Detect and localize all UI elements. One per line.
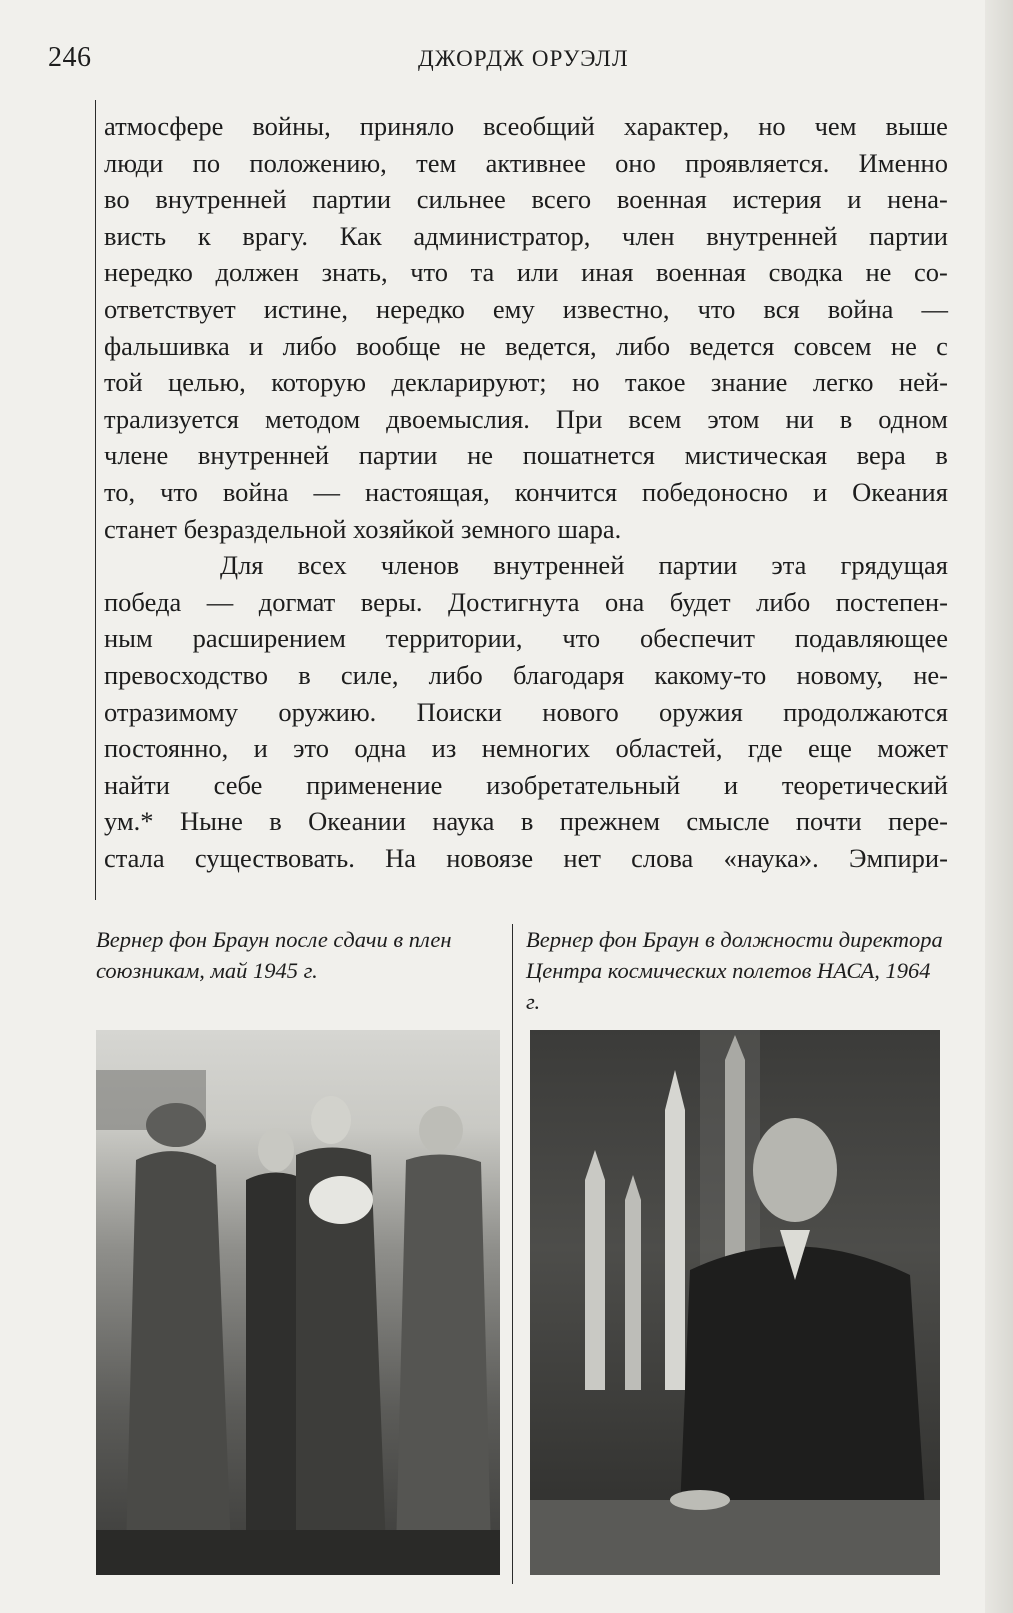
page-header: [48, 42, 953, 82]
caption-left: Вернер фон Браун после сдачи в плен союзникам, май 1945 г.: [96, 927, 452, 983]
text-line: трализуется методом двоемыслия. При всем этом ни в одном: [104, 403, 948, 434]
text-line: висть к врагу. Как администратор, член внутренней партии: [104, 220, 948, 251]
text-line: ответствует истине, нередко ему известно, что вся война —: [104, 293, 948, 324]
text-line: найти себе применение изобретательный и теоретический: [104, 769, 948, 800]
body-text: [104, 108, 948, 876]
text-line: атмосфере войны, приняло всеобщий характер, но чем выше: [104, 111, 948, 141]
photo-right-illustration: [530, 1030, 940, 1575]
photo-left-illustration: [96, 1030, 500, 1575]
text-line: победа — догмат веры. Достигнута она будет либо постепен-: [104, 586, 948, 617]
text-line: той целью, которую декларируют; но такое знание легко ней-: [104, 367, 948, 398]
paragraph-2: [104, 547, 948, 876]
text-line: постоянно, и это одна из немногих областей, где еще может: [104, 733, 948, 764]
text-line: отразимому оружию. Поиски нового оружия продолжаются: [104, 696, 948, 727]
text-line: члене внутренней партии не пошатнется мистическая вера в: [104, 440, 948, 471]
photo-von-braun-surrender: [96, 1030, 500, 1575]
column-divider: [512, 924, 513, 1584]
text-line: ум.* Ныне в Океании наука в прежнем смысле почти пере-: [104, 806, 948, 837]
text-line: фальшивка и либо вообще не ведется, либо ведется совсем не с: [104, 330, 948, 361]
photo-captions: [96, 924, 942, 1024]
text-line: то, что война — настоящая, кончится победоносно и Океания: [104, 476, 948, 507]
photo-von-braun-nasa: [530, 1030, 940, 1575]
text-line: во внутренней партии сильнее всего военная истерия и нена-: [104, 184, 948, 215]
text-line: нередко должен знать, что та или иная военная сводка не со-: [104, 257, 948, 288]
page-number: 246: [48, 42, 92, 73]
text-line: люди по положению, тем активнее оно проявляется. Именно: [104, 147, 948, 178]
text-line: стала существовать. На новоязе нет слова «наука». Эмпири-: [104, 842, 948, 873]
text-line: превосходство в силе, либо благодаря какому-то новому, не-: [104, 659, 948, 690]
running-head: ДЖОРДЖ ОРУЭЛЛ: [418, 46, 629, 71]
paragraph-1: [104, 108, 948, 547]
margin-rule: [95, 100, 96, 900]
text-line: Для всех членов внутренней партии эта грядущая: [220, 550, 948, 581]
text-line: станет безраздельной хозяйкой земного шара.: [104, 513, 622, 544]
text-line: ным расширением территории, что обеспечит подавляющее: [104, 623, 948, 654]
page-edge-shadow: [985, 0, 1013, 1613]
caption-right: Вернер фон Браун в должности директора Центра космических полетов НАСА, 1964 г.: [526, 927, 943, 1014]
